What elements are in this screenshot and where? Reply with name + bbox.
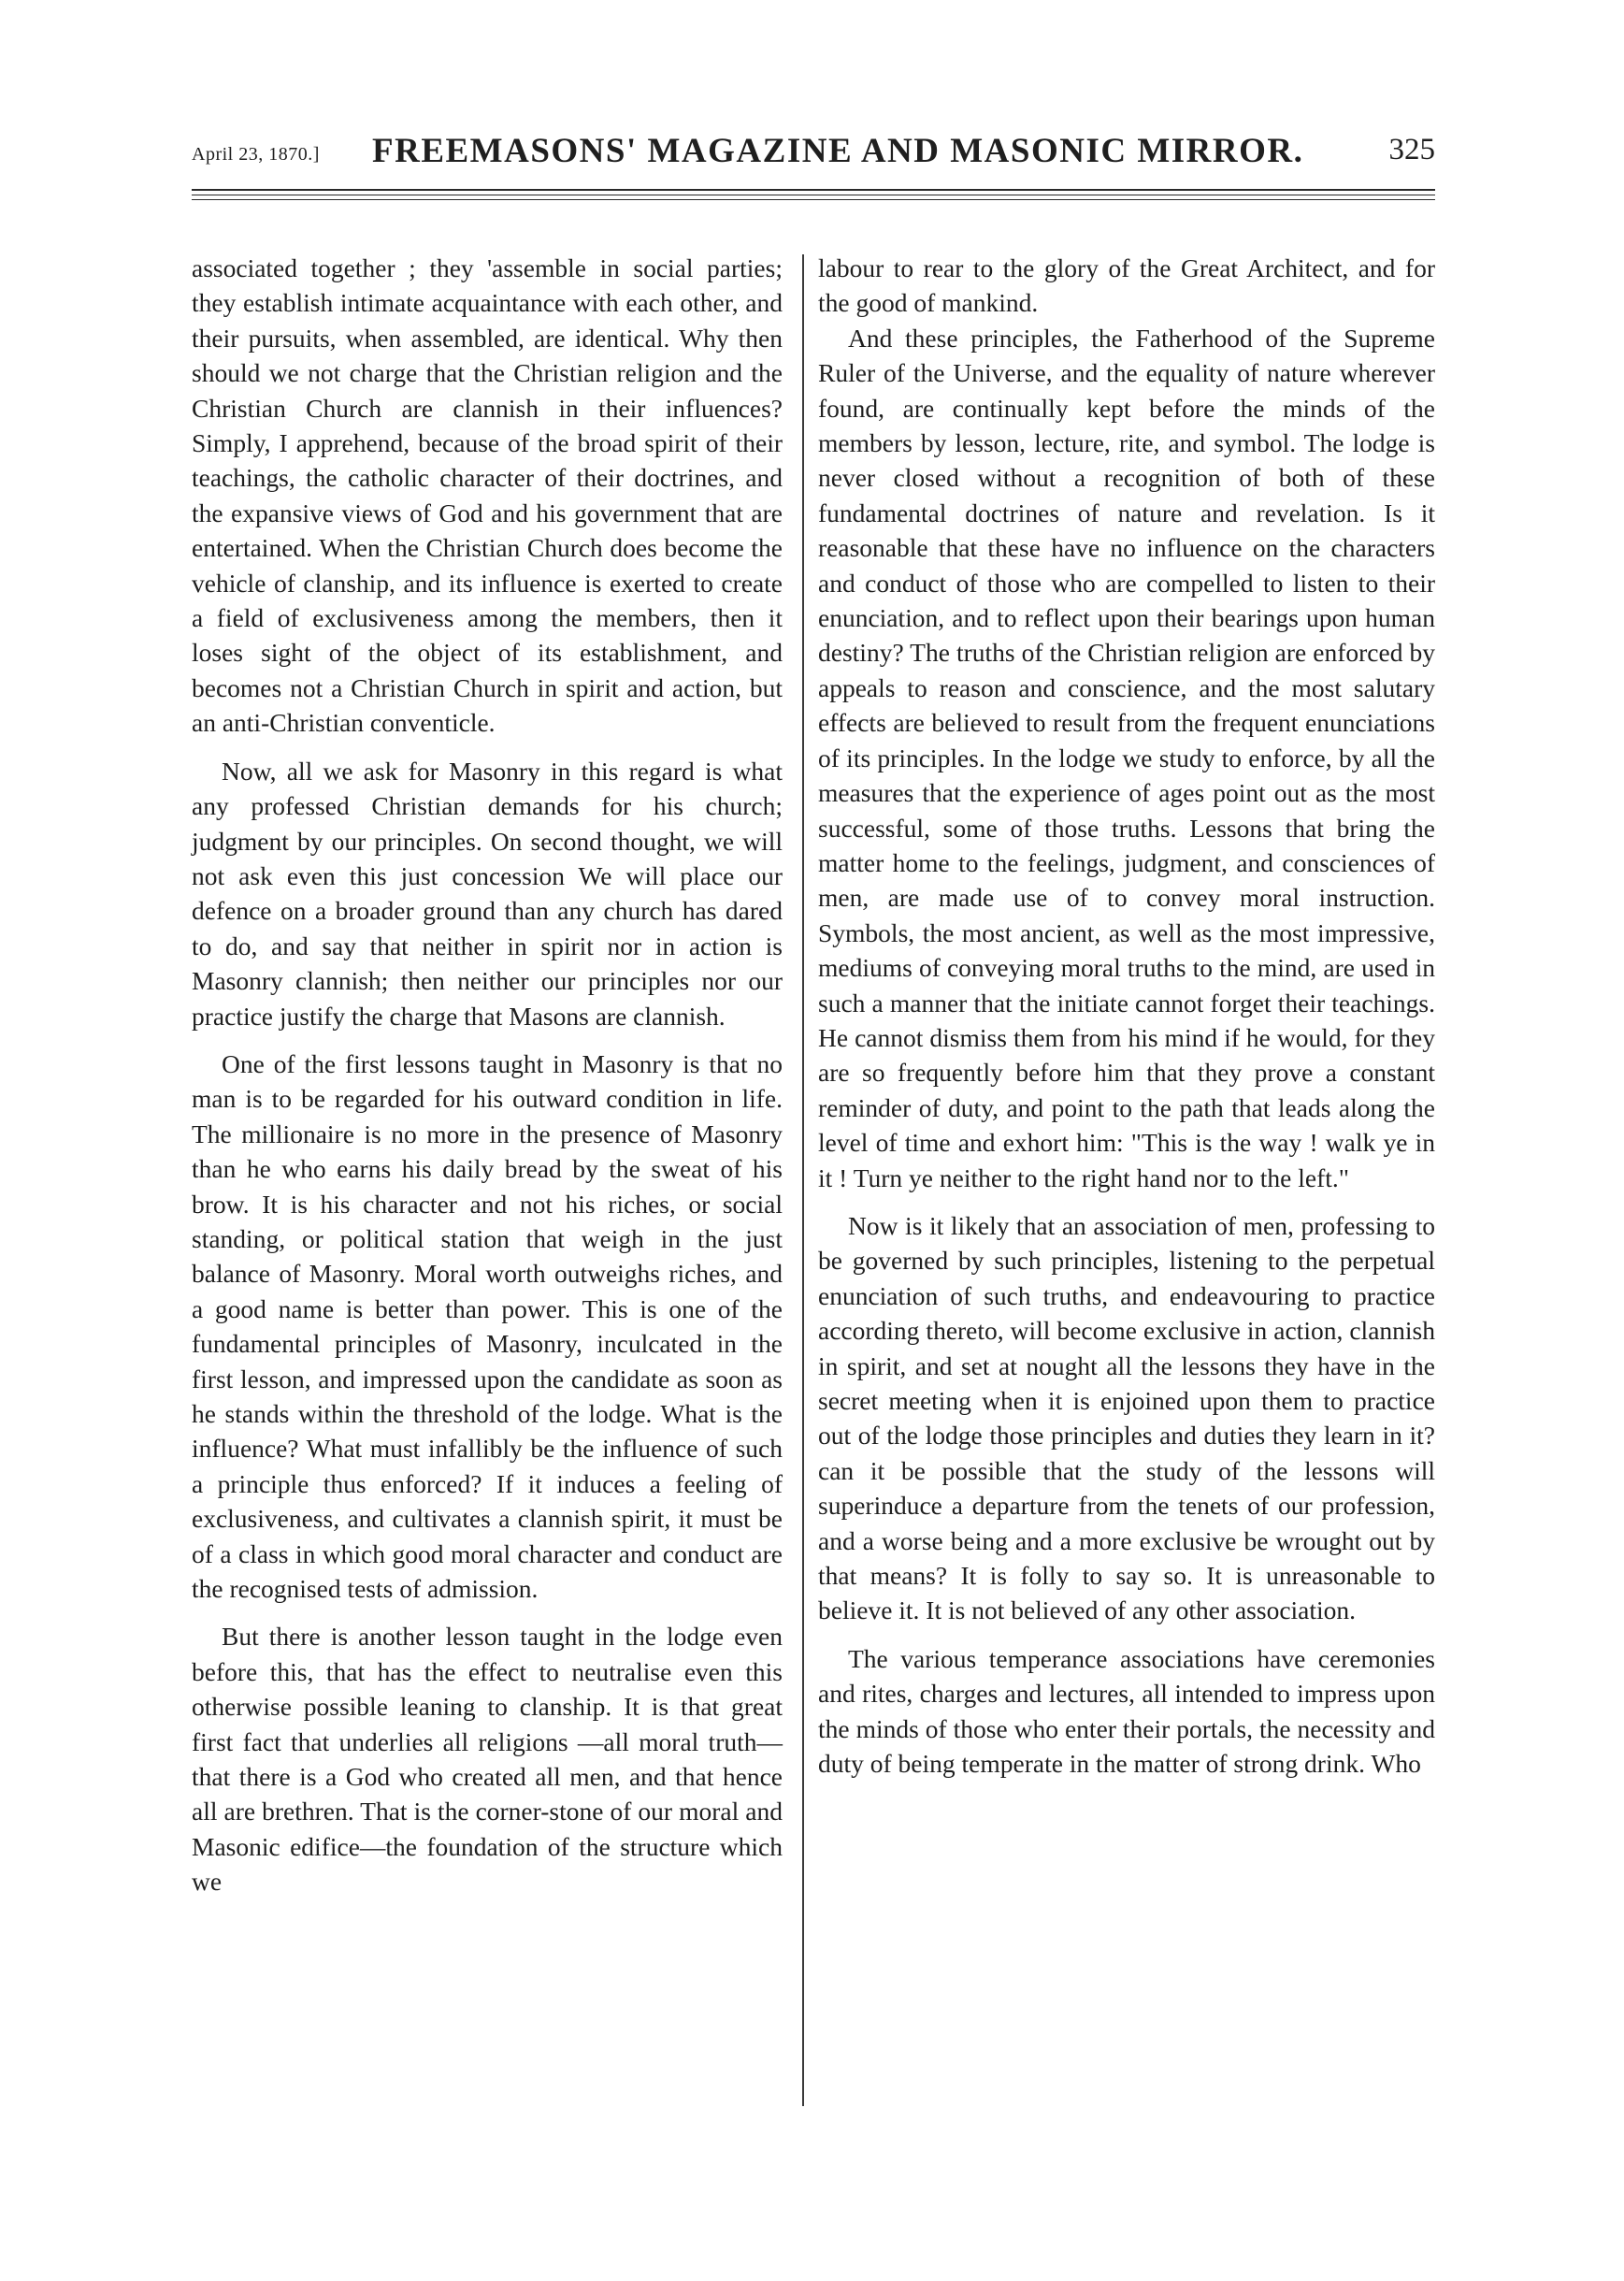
left-paragraph-2: Now, all we ask for Masonry in this regard is what any professed Christian demands for his church; judgment by our principles. On second thought, we will not ask even this just concession We will place our defence on a broader ground than any church has dared to do, and say that neither in spirit nor in action is Masonry clannish; then neither our principles nor our practice justify the charge that Masons are clannish. <box>192 756 783 1031</box>
issue-date: April 23, 1870.] <box>192 144 320 165</box>
left-paragraph-3: One of the first lessons taught in Masonry is that no man is to be regarded for his outward condition in life. The millionaire is no more in the presence of Masonry than he who earns his daily bread by the sweat of his brow. It is his character and not his riches, or social standing, or political station that weigh in the just balance of Masonry. Moral worth outweighs riches, and a good name is better than power. This is one of the fundamental principles of Masonry, inculcated in the first lesson, and impressed upon the candidate as soon as he stands within the threshold of the lodge. What is the influence? What must infallibly be the influence of such a principle thus enforced? If it induces a feeling of exclusiveness, and cultivates a clannish spirit, it must be of a class in which good moral character and conduct are the recognised tests of admission. <box>192 1048 783 1604</box>
left-paragraph-1: associated together ; they 'assemble in social parties; they establish intimate acquaintance with each other, and their pursuits, when assembled, are identical. Why then should we not charge that the Christian religion and the Christian Church are clannish in their influences? Simply, I apprehend, because of the broad spirit of their teachings, the catholic character of their doctrines, and the expansive views of God and his government that are entertained. When the Christian Church does become the vehicle of clanship, and its influence is exerted to create a field of exclusiveness among the members, then it loses sight of the object of its establishment, and becomes not a Christian Church in spirit and action, but an anti-Christian conventicle. <box>192 253 783 738</box>
right-paragraph-3: Now is it likely that an association of men, professing to be governed by such principles, listening to the perpetual enunciation of such truths, and endeavouring to practice according thereto, will become exclusive in action, clannish in spirit, and set at nought all the lessons they have in the secret meeting when it is enjoined upon them to practice out of the lodge those principles and duties they learn in it? can it be possible that the study of the lessons will superinduce a departure from the tenets of our profession, and a worse being and a more exclusive be wrought out by that means? It is folly to say so. It is unreasonable to believe it. It is not believed of any other association. <box>818 1210 1435 1625</box>
right-paragraph-2: And these principles, the Fatherhood of the Supreme Ruler of the Universe, and the equality of nature wherever found, are continually kept before the minds of the members by lesson, lecture, rite, and symbol. The lodge is never closed without a recognition of both of these fundamental doctrines of nature and revelation. Is it reasonable that these have no influence on the characters and conduct of those who are compelled to listen to their enunciation, and to reflect upon their bearings upon human destiny? The truths of the Christian religion are enforced by appeals to reason and conscience, and the most salutary effects are believed to result from the frequent enunciations of its principles. In the lodge we study to enforce, by all the measures that the experience of ages point out as the most successful, some of those truths. Lessons that bring the matter home to the feelings, judgment, and consciences of men, are made use of to convey moral instruction. Symbols, the most ancient, as well as the most impressive, mediums of conveying moral truths to the mind, are used in such a manner that the initiate cannot forget their teachings. He cannot dismiss them from his mind if he would, for they are so frequently before him that they prove a constant reminder of duty, and point to the path that leads along the level of time and exhort him: "This is the way ! walk ye in it ! Turn ye neither to the right hand nor to the left." <box>818 323 1435 1192</box>
header-rule-bottom <box>192 199 1435 200</box>
right-paragraph-1: labour to rear to the glory of the Great Architect, and for the good of mankind. <box>818 253 1435 318</box>
right-paragraph-4: The various temperance associations have ceremonies and rites, charges and lectures, all intended to impress upon the minds of those who enter their portals, the necessity and duty of being temperate in the matter of strong drink. Who <box>818 1643 1435 1779</box>
publication-title: FREEMASONS' MAGAZINE AND MASONIC MIRROR. <box>372 132 1304 170</box>
page-number: 325 <box>1388 133 1435 166</box>
right-column <box>818 251 1435 1781</box>
page-header <box>192 131 1435 176</box>
left-paragraph-4: But there is another lesson taught in the lodge even before this, that has the effect to neutralise even this otherwise possible leaning to clanship. It is that great first fact that underlies all religions —all moral truth—that there is a God who created all men, and that hence all are brethren. That is the corner-stone of our moral and Masonic edifice—the foundation of the structure which we <box>192 1622 783 1897</box>
column-divider <box>802 254 804 2106</box>
header-rule-top <box>192 189 1435 191</box>
left-column <box>192 251 783 1899</box>
